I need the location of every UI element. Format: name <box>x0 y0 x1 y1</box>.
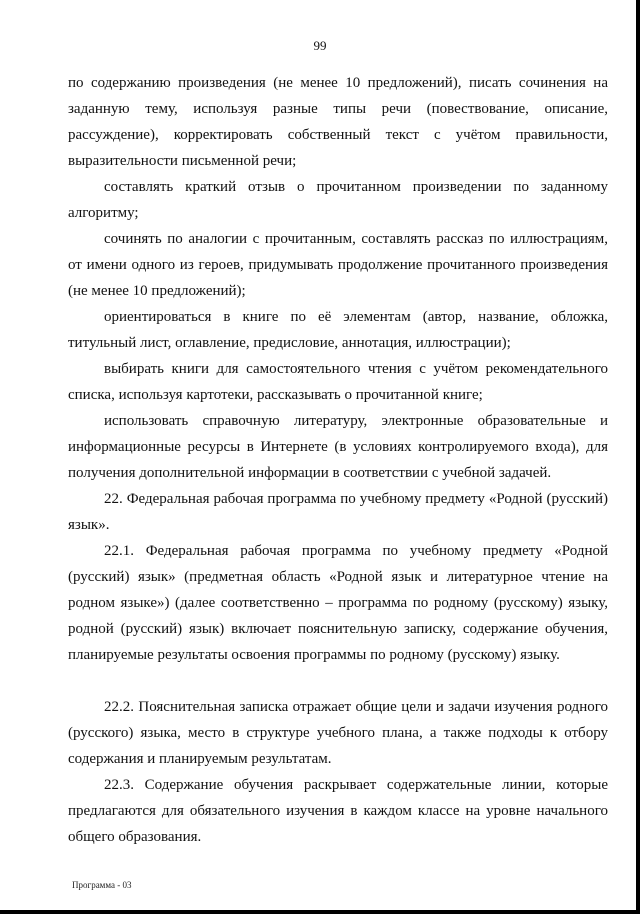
text-block-5 <box>68 356 608 408</box>
section-22-2: 22.2. Пояснительная записка отражает общие цели и задачи изучения родного (русского) языка, место в структуре учебного плана, а также подходы к отбору содержания и планируемым результатам. <box>68 699 608 767</box>
paragraph-4: ориентироваться в книге по её элементам (автор, название, обложка, титульный лист, оглавление, предисловие, аннотация, иллюстрации); <box>68 309 608 351</box>
paragraph-5: выбирать книги для самостоятельного чтения с учётом рекомендательного списка, используя картотеки, рассказывать о прочитанной книге; <box>68 361 608 403</box>
page-number: 99 <box>313 38 327 53</box>
text-block-10 <box>68 772 608 850</box>
text-block-continuation <box>68 70 608 174</box>
paragraph-1: по содержанию произведения (не менее 10 предложений), писать сочинения на заданную тему, используя разные типы речи (повествование, описание, рассуждение), корректировать собственный текст с учётом правильности, выразительности письменной речи; <box>68 75 608 169</box>
text-block-9 <box>68 694 608 772</box>
text-block-6 <box>68 408 608 486</box>
footer-label: Программа - 03 <box>72 880 132 890</box>
section-22-1: 22.1. Федеральная рабочая программа по учебному предмету «Родной (русский) язык» (предметная область «Родной язык и литературное чтение на родном языке») (далее соответственно – программа по родному (русскому) языку, родной (русский) язык) включает пояснительную записку, содержание обучения, планируемые результаты освоения программы по родному (русскому) языку. <box>68 543 608 663</box>
paragraph-6: использовать справочную литературу, электронные образовательные и информационные ресурсы в Интернете (в условиях контролируемого входа), для получения дополнительной информации в соответствии с учебной задачей. <box>68 413 608 481</box>
text-block-8 <box>68 538 608 668</box>
text-block-7 <box>68 486 608 538</box>
paragraph-2: составлять краткий отзыв о прочитанном произведении по заданному алгоритму; <box>68 179 608 221</box>
text-block-3 <box>68 226 608 304</box>
section-22-3: 22.3. Содержание обучения раскрывает содержательные линии, которые предлагаются для обязательного изучения в каждом классе на уровне начального общего образования. <box>68 777 608 845</box>
text-block-2 <box>68 174 608 226</box>
paragraph-3: сочинять по аналогии с прочитанным, составлять рассказ по иллюстрациям, от имени одного из героев, придумывать продолжение прочитанного произведения (не менее 10 предложений); <box>68 231 608 299</box>
text-block-4 <box>68 304 608 356</box>
section-22-heading: 22. Федеральная рабочая программа по учебному предмету «Родной (русский) язык». <box>68 491 608 533</box>
